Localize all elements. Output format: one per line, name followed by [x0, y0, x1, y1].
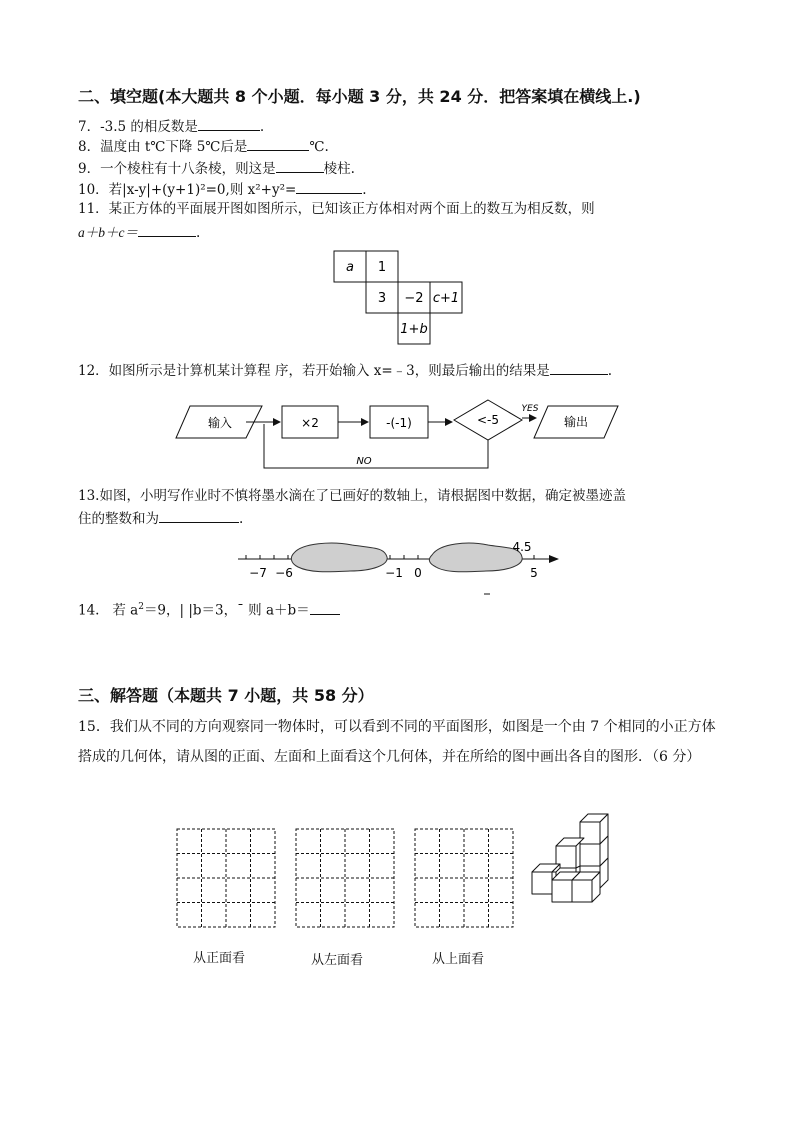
answer-blank-q13[interactable]: [159, 508, 239, 523]
q12-end: .: [607, 363, 613, 379]
net-label-a: a: [346, 260, 354, 275]
flow-condition-label: <-5: [476, 413, 500, 427]
left-view-grid[interactable]: [295, 828, 395, 928]
tick-label-0: 0: [414, 566, 422, 580]
flow-no-loop-line: [264, 424, 488, 468]
number-line-diagram: [232, 535, 564, 597]
cube-stack-figure: [526, 808, 618, 904]
net-label-3: 3: [377, 291, 387, 306]
flowchart-diagram: [172, 398, 628, 474]
flow-output-label: 输出: [563, 415, 589, 429]
answer-blank-q11[interactable]: [138, 222, 196, 237]
tick-label-5: 5: [530, 566, 538, 580]
tick-label-minus7: −7: [249, 566, 267, 580]
q8-text: 8．温度由 t℃下降 5℃后是: [78, 139, 248, 155]
caption-left-view: 从左面看: [311, 953, 364, 968]
tick-label-minus6: −6: [275, 566, 293, 580]
question-11: [78, 200, 595, 218]
question-8: [78, 136, 329, 156]
answer-blank-q8[interactable]: [247, 136, 309, 151]
q13-line2: 住的整数和为: [78, 511, 159, 527]
q7-end: .: [259, 119, 265, 135]
q12-text: 12．如图所示是计算机某计算程 序，若开始输入 x=﹣3，则最后输出的结果是: [78, 363, 550, 379]
tick-label-minus1: −1: [385, 566, 403, 580]
ink-blot-left: [291, 543, 387, 572]
q13-line1: 13.如图，小明写作业时不慎将墨水滴在了已画好的数轴上，请根据图中数据，确定被墨迹盖: [78, 488, 626, 504]
q9-end: 棱柱.: [323, 161, 355, 177]
q11-formula: a＋b＋c＝: [78, 225, 138, 240]
answer-blank-q12[interactable]: [550, 360, 608, 375]
caption-front-view: 从正面看: [193, 951, 246, 966]
top-view-grid[interactable]: [414, 828, 514, 928]
q10-end: .: [362, 182, 367, 198]
flow-input-label: 输入: [207, 416, 233, 430]
ink-blot-right: [429, 543, 522, 572]
section2-title: 二、填空题(本大题共 8 个小题．每小题 3 分，共 24 分．把答案填在横线上.): [78, 87, 641, 106]
question-7: [78, 116, 264, 136]
tick-label-4-5: 4.5: [512, 540, 532, 554]
flow-no-label: NO: [356, 456, 372, 467]
question-9: [78, 158, 355, 178]
q14-text: 若 a: [112, 602, 139, 619]
answer-blank-q14[interactable]: [310, 600, 340, 615]
net-label-c1: c+1: [432, 291, 460, 306]
cube-net-diagram: [330, 247, 470, 347]
question-12: [78, 360, 612, 380]
answer-blank-q9[interactable]: [276, 158, 324, 173]
q14-sup: 2: [138, 602, 144, 612]
front-view-grid[interactable]: [176, 828, 276, 928]
question-13-line1: [78, 487, 626, 505]
flow-yes-label: YES: [521, 404, 539, 414]
question-13-line2: [78, 508, 243, 528]
q10-text: 10．若|x-y|+(y+1)²=0,则 x²+y²=: [78, 182, 297, 198]
answer-blank-q10[interactable]: [296, 179, 362, 194]
q7-text: 7．-3.5 的相反数是: [78, 119, 198, 135]
answer-blank-q7[interactable]: [198, 116, 260, 131]
question-14: [78, 598, 340, 620]
q8-end: ℃.: [309, 139, 329, 155]
q14-prefix: 14.: [78, 602, 100, 619]
net-label-b1: 1+b: [400, 322, 428, 337]
caption-top-view: 从上面看: [432, 952, 485, 967]
flow-multiply-label: ×2: [301, 416, 319, 430]
question-11-formula: [78, 222, 200, 242]
q9-text: 9．一个棱柱有十八条棱，则这是: [78, 161, 276, 177]
q14-rest: ＝9，| |b＝3，¯ 则 a＋b＝: [143, 602, 310, 619]
net-label-1: 1: [377, 260, 387, 275]
q11-end: .: [196, 225, 201, 241]
flow-subtract-label: -(-1): [386, 416, 412, 430]
q11-text: 11．某正方体的平面展开图如图所示，已知该正方体相对两个面上的数互为相反数，则: [78, 201, 595, 217]
net-label-neg2: −2: [404, 291, 424, 306]
section3-title: 三、解答题（本题共 7 小题，共 58 分）: [78, 686, 374, 705]
question-15: 15．我们从不同的方向观察同一物体时，可以看到不同的平面图形，如图是一个由 7 个相同的小正方体搭成的几何体，请从图的正面、左面和上面看这个几何体，并在所给的图中画出各自的图形．（6 分）: [78, 719, 716, 765]
q13-end: .: [239, 511, 244, 527]
question-10: [78, 179, 367, 199]
